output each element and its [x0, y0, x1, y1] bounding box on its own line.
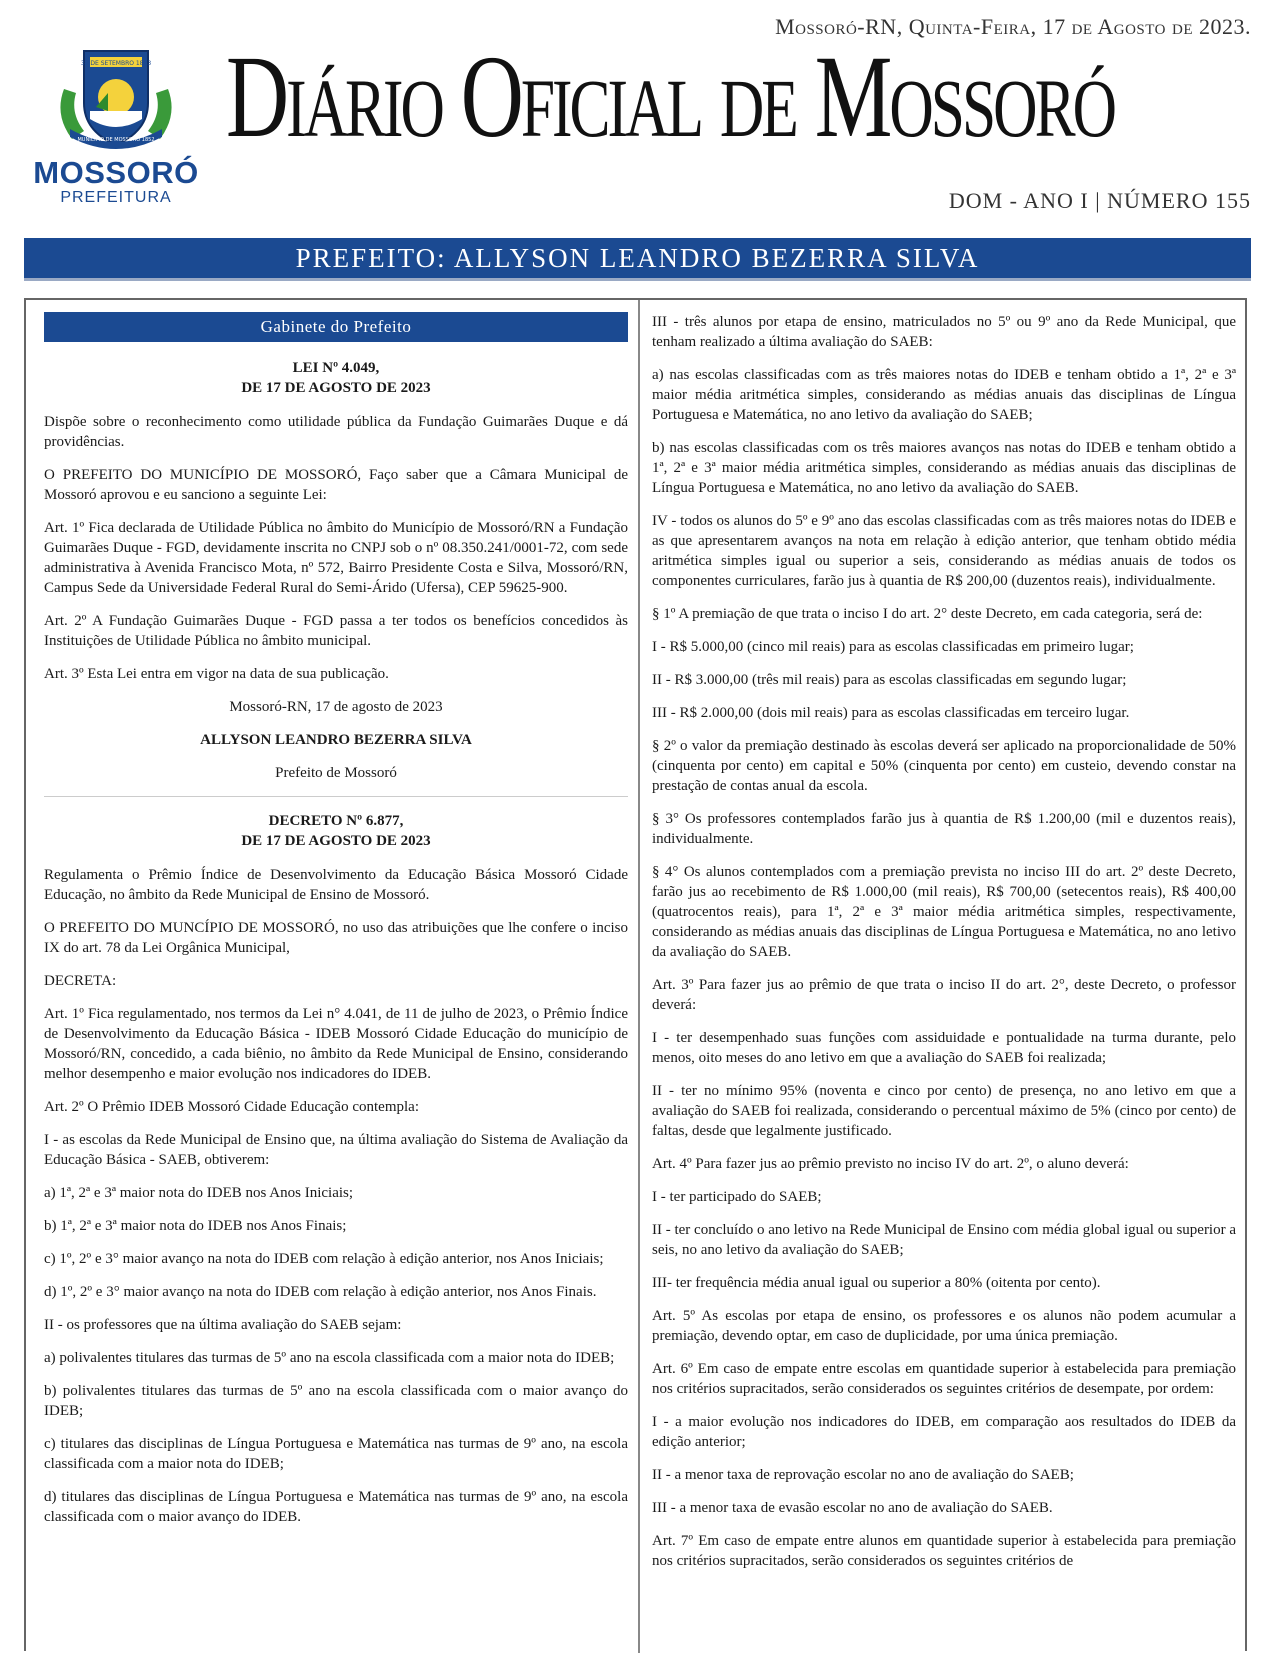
paragraph: I - ter participado do SAEB;: [652, 1189, 822, 1205]
separator: [44, 796, 628, 797]
decreto-body: [44, 865, 628, 1527]
paragraph: Art. 3º Esta Lei entra em vigor na data de sua publicação.: [44, 666, 389, 682]
decreto-heading: [44, 811, 628, 851]
edition-number: DOM - ANO I | NÚMERO 155: [948, 188, 1251, 213]
left-column: [44, 312, 628, 1540]
paragraph: III- ter frequência média anual igual ou superior a 80% (oitenta por cento).: [652, 1275, 1101, 1291]
paragraph: c) titulares das disciplinas de Língua Portuguesa e Matemática nas turmas de 9º ano, na escola classificada com a maior nota do IDEB;: [44, 1436, 628, 1472]
mayor-banner: PREFEITO: ALLYSON LEANDRO BEZERRA SILVA: [24, 238, 1251, 281]
lei-date: DE 17 DE AGOSTO DE 2023: [241, 380, 431, 396]
paragraph: II - ter concluído o ano letivo na Rede Municipal de Ensino com média global igual ou superior a seis, no ano letivo da avaliação do SAEB;: [652, 1222, 1237, 1258]
signer-name: ALLYSON LEANDRO BEZERRA SILVA: [200, 732, 472, 748]
paragraph: DECRETA:: [44, 973, 117, 989]
paragraph: Art. 1º Fica declarada de Utilidade Pública no âmbito do Município de Mossoró/RN a Fundação Guimarães Duque - FGD, devidamente inscrita no CNPJ sob o nº 08.350.241/0001-72, com sede administrativa à Avenida Francisco Mota, nº 572, Bairro Presidente Costa e Silva, Mossoró/RN, Campus Sede da Universidade Federal Rural do Semi-Árido (Ufersa), CEP 59625-900.: [44, 520, 628, 596]
paragraph: II - ter no mínimo 95% (noventa e cinco por cento) de presença, no ano letivo em que a avaliação do SAEB foi realizada, considerando o percentual máximo de 5% (cinco por cento) de faltas, desde que legalmente justificado.: [652, 1083, 1236, 1139]
publication-date: Mossoró-RN, Quinta-Feira, 17 de Agosto de 2023.: [775, 14, 1251, 39]
paragraph: Art. 1º Fica regulamentado, nos termos da Lei n° 4.041, de 11 de julho de 2023, o Prêmio Índice de Desenvolvimento da Educação Básica - IDEB Mossoró Cidade Educação do município de Mossoró/RN, concedido, a cada biênio, no âmbito da Rede Municipal de Ensino, considerando melhor desempenho e maior evolução nos indicadores do IDEB.: [44, 1006, 628, 1082]
paragraph: c) 1º, 2º e 3° maior avanço na nota do IDEB com relação à edição anterior, nos Anos Iniciais;: [44, 1251, 604, 1267]
paragraph: b) polivalentes titulares das turmas de 5º ano na escola classificada com o maior avanço do IDEB;: [44, 1383, 628, 1419]
section-header: Gabinete do Prefeito: [44, 312, 628, 342]
lei-body: [44, 412, 628, 684]
paragraph: I - as escolas da Rede Municipal de Ensino que, na última avaliação do Sistema de Avaliação da Educação Básica - SAEB, obtiverem:: [44, 1132, 628, 1168]
paragraph: Art. 4º Para fazer jus ao prêmio previsto no inciso IV do art. 2º, o aluno deverá:: [652, 1156, 1129, 1172]
paragraph: II - a menor taxa de reprovação escolar no ano de avaliação do SAEB;: [652, 1467, 1074, 1483]
paragraph: b) 1ª, 2ª e 3ª maior nota do IDEB nos Anos Finais;: [44, 1218, 347, 1234]
paragraph: II - R$ 3.000,00 (três mil reais) para as escolas classificadas em segundo lugar;: [652, 672, 1127, 688]
decreto-title: DECRETO Nº 6.877,: [268, 813, 404, 829]
paragraph: Dispõe sobre o reconhecimento como utilidade pública da Fundação Guimarães Duque e dá providências.: [44, 414, 628, 450]
decreto-date: DE 17 DE AGOSTO DE 2023: [241, 833, 431, 849]
paragraph: IV - todos os alunos do 5º e 9º ano das escolas classificadas com as três maiores notas do IDEB e as que apresentarem avanços na nota em relação à edição anterior, que tenham obtido média aritmética simples igual ou superior a seis, considerando as médias anuais de todos os componentes curriculares, farão jus à quantia de R$ 200,00 (duzentos reais), individualmente.: [652, 513, 1236, 589]
page-content: [24, 298, 1247, 1651]
paragraph: d) titulares das disciplinas de Língua Portuguesa e Matemática nas turmas de 9º ano, na escola classificada com o maior avanço do IDEB.: [44, 1489, 628, 1525]
right-column: [652, 312, 1236, 1584]
lei-heading: [44, 358, 628, 398]
paragraph: II - os professores que na última avaliação do SAEB sejam:: [44, 1317, 402, 1333]
paragraph: b) nas escolas classificadas com os três maiores avanços nas notas do IDEB e tenham obtido a 1ª, 2ª e 3ª maior média aritmética simples, considerando as médias anuais das disciplinas de Língua Portuguesa e Matemática, no ano letivo da avaliação do SAEB.: [652, 440, 1236, 496]
paragraph: Art. 7º Em caso de empate entre alunos em quantidade superior à estabelecida para premiação nos critérios supracitados, serão considerados os seguintes critérios de: [652, 1533, 1236, 1569]
svg-text:30 DE SETEMBRO 1883: 30 DE SETEMBRO 1883: [80, 60, 152, 67]
masthead: [0, 0, 1275, 250]
decreto-continuation: [652, 312, 1236, 1571]
prefeitura-logo: [26, 45, 206, 205]
city-crest-icon: [50, 45, 182, 153]
paragraph: I - ter desempenhado suas funções com assiduidade e pontualidade na turma durante, pelo menos, oito meses do ano letivo em que a avaliação do SAEB foi realizada;: [652, 1030, 1236, 1066]
paragraph: a) nas escolas classificadas com as três maiores notas do IDEB e tenham obtido a 1ª, 2ª e 3ª maior média aritmética simples, considerando as médias anuais das disciplinas de Língua Portuguesa e Matemática, no ano letivo da avaliação do SAEB;: [652, 367, 1236, 423]
paragraph: Regulamenta o Prêmio Índice de Desenvolvimento da Educação Básica Mossoró Cidade Educação, no âmbito da Rede Municipal de Ensino de Mossoró.: [44, 867, 628, 903]
lei-place-date: Mossoró-RN, 17 de agosto de 2023: [229, 699, 443, 715]
lei-title: LEI Nº 4.049,: [292, 360, 380, 376]
paragraph: III - três alunos por etapa de ensino, matriculados no 5º ou 9º ano da Rede Municipal, que tenham realizado a última avaliação do SAEB:: [652, 314, 1236, 350]
paragraph: § 1º A premiação de que trata o inciso I do art. 2° deste Decreto, em cada categoria, será de:: [652, 606, 1203, 622]
paragraph: § 3° Os professores contemplados farão jus à quantia de R$ 1.200,00 (mil e duzentos reais), individualmente.: [652, 811, 1236, 847]
paragraph: I - R$ 5.000,00 (cinco mil reais) para as escolas classificadas em primeiro lugar;: [652, 639, 1134, 655]
paragraph: Art. 2º A Fundação Guimarães Duque - FGD passa a ter todos os benefícios concedidos às Instituições de Utilidade Pública no âmbito municipal.: [44, 613, 628, 649]
svg-text:MUNICÍPIO DE MOSSORÓ 1852: MUNICÍPIO DE MOSSORÓ 1852: [77, 137, 155, 143]
signer-role: Prefeito de Mossoró: [275, 765, 397, 781]
paragraph: O PREFEITO DO MUNICÍPIO DE MOSSORÓ, Faço saber que a Câmara Municipal de Mossoró aprovou e eu sanciono a seguinte Lei:: [44, 467, 628, 503]
paragraph: O PREFEITO DO MUNCÍPIO DE MOSSORÓ, no uso das atribuições que lhe confere o inciso IX do art. 78 da Lei Orgânica Municipal,: [44, 920, 628, 956]
column-divider: [638, 300, 640, 1653]
paragraph: Art. 2º O Prêmio IDEB Mossoró Cidade Educação contempla:: [44, 1099, 419, 1115]
paragraph: Art. 3º Para fazer jus ao prêmio de que trata o inciso II do art. 2°, deste Decreto, o professor deverá:: [652, 977, 1236, 1013]
paragraph: III - a menor taxa de evasão escolar no ano de avaliação do SAEB.: [652, 1500, 1053, 1516]
paragraph: III - R$ 2.000,00 (dois mil reais) para as escolas classificadas em terceiro lugar.: [652, 705, 1130, 721]
paragraph: § 4° Os alunos contemplados com a premiação prevista no inciso III do art. 2º deste Decreto, farão jus ao recebimento de R$ 1.000,00 (mil reais), R$ 700,00 (setecentos reais), R$ 400,00 (quatrocentos reais), para 1ª, 2ª e 3ª maior média aritmética simples, respectivamente, considerando as médias anuais das disciplinas de Língua Portuguesa e Matemática, no ano letivo da avaliação do SAEB.: [652, 864, 1236, 960]
newspaper-title: Diário Oficial de Mossoró: [226, 31, 1114, 162]
paragraph: Art. 6º Em caso de empate entre escolas em quantidade superior à estabelecida para premiação nos critérios supracitados, serão considerados os seguintes critérios de desempate, por ordem:: [652, 1361, 1236, 1397]
paragraph: d) 1º, 2º e 3° maior avanço na nota do IDEB com relação à edição anterior, nos Anos Finais.: [44, 1284, 597, 1300]
paragraph: a) polivalentes titulares das turmas de 5º ano na escola classificada com a maior nota do IDEB;: [44, 1350, 615, 1366]
paragraph: Art. 5º As escolas por etapa de ensino, os professores e os alunos não podem acumular a premiação, devendo optar, em caso de duplicidade, por uma única premiação.: [652, 1308, 1236, 1344]
logo-subtitle: PREFEITURA: [60, 189, 172, 206]
paragraph: § 2º o valor da premiação destinado às escolas deverá ser aplicado na proporcionalidade de 50% (cinquenta por cento) em capital e 50% (cinquenta por cento) em custeio, devendo constar na prestação de contas anual da escola.: [652, 738, 1236, 794]
logo-name: MOSSORÓ: [33, 155, 199, 190]
paragraph: a) 1ª, 2ª e 3ª maior nota do IDEB nos Anos Iniciais;: [44, 1185, 354, 1201]
paragraph: I - a maior evolução nos indicadores do IDEB, em comparação aos resultados do IDEB da edição anterior;: [652, 1414, 1236, 1450]
